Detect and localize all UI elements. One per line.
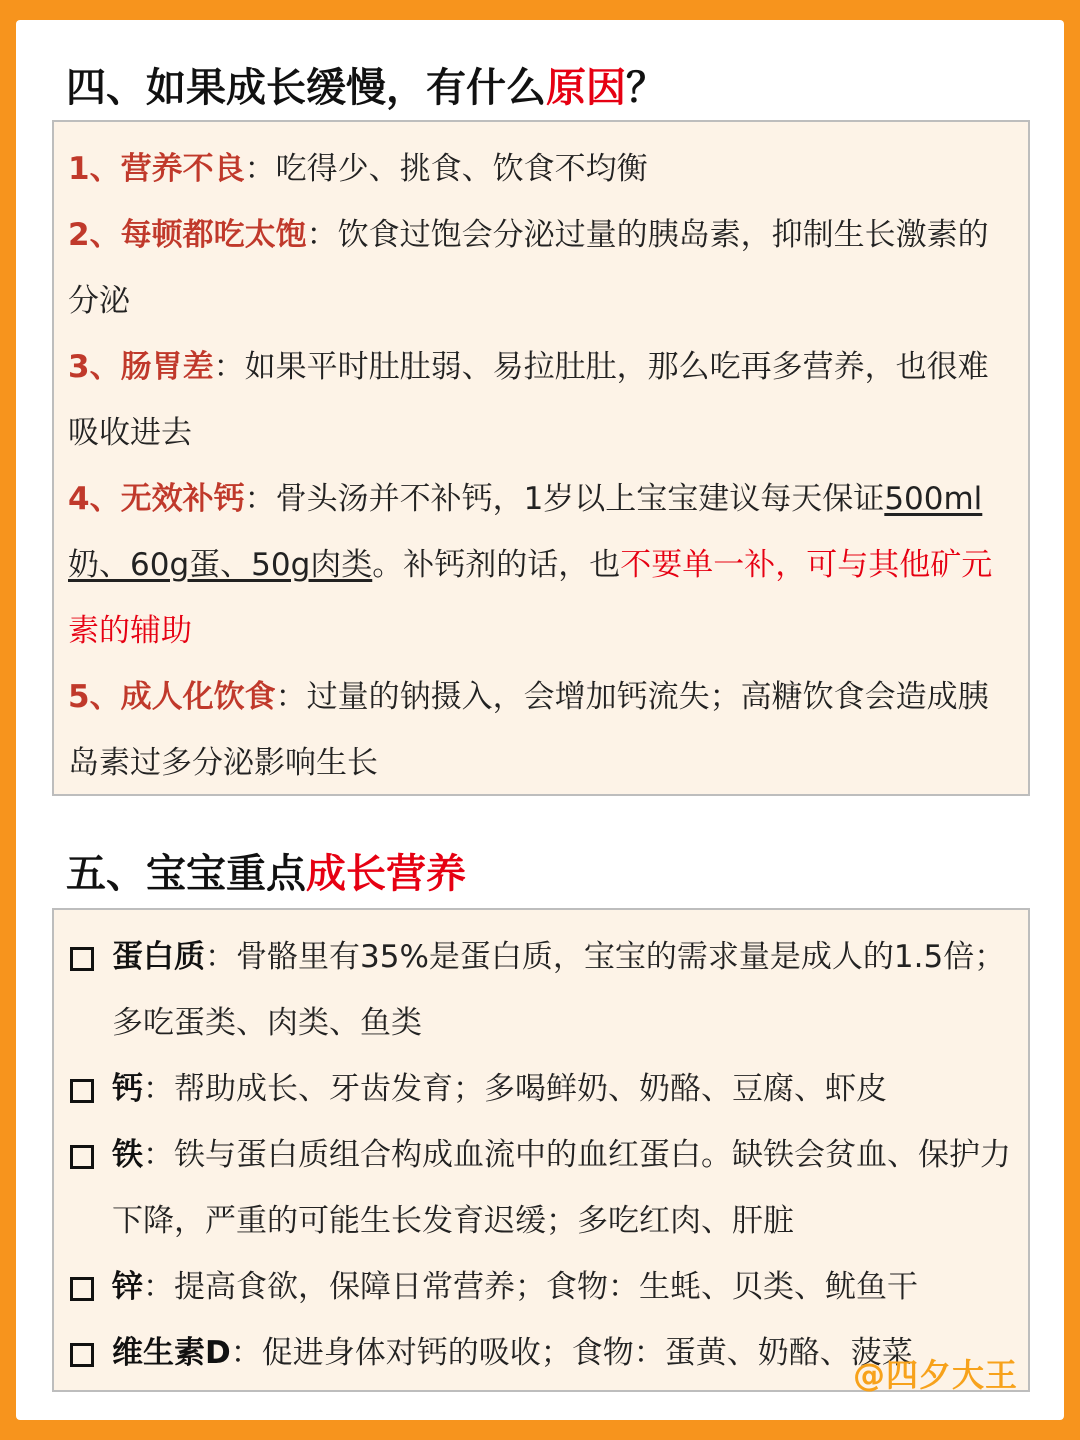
reason-keyword: 1、营养不良 [68,151,245,187]
checkbox-icon [70,1277,94,1301]
content-sheet [16,20,1064,1420]
reasons-box [52,120,1030,796]
reason-item-1: 1、营养不良：吃得少、挑食、饮食不均衡 [68,151,648,187]
section5-title-highlight: 成长营养 [306,851,466,897]
warning-text: 不要单一补，可与其他矿元素的辅助 [68,547,993,649]
checkbox-icon [70,1145,94,1169]
nutrition-item-protein: 蛋白质：骨骼里有35%是蛋白质，宝宝的需求量是成人的1.5倍；多吃蛋类、肉类、鱼类 [68,924,1014,1056]
section4-title: 四、如果成长缓慢，有什么原因？ [66,65,666,111]
reason-item-5: 5、成人化饮食：过量的钠摄入，会增加钙流失；高糖饮食会造成胰岛素过多分泌影响生长 [68,679,989,781]
nutrition-item-zinc: 锌：提高食欲，保障日常营养；食物：生蚝、贝类、鱿鱼干 [68,1254,1014,1320]
reason-item-4: 4、无效补钙：骨头汤并不补钙，1岁以上宝宝建议每天保证500ml奶、60g蛋、50g肉类。补钙剂的话，也不要单一补，可与其他矿元素的辅助 [68,481,993,649]
intake-recommendation: 500ml奶、60g蛋、50g肉类 [68,481,983,583]
checkbox-icon [70,947,94,971]
reason-item-3: 3、肠胃差：如果平时肚肚弱、易拉肚肚，那么吃再多营养，也很难吸收进去 [68,349,989,451]
section5-title: 五、宝宝重点成长营养 [66,851,466,897]
reason-item-2: 2、每顿都吃太饱：饮食过饱会分泌过量的胰岛素，抑制生长激素的分泌 [68,217,989,319]
reason-keyword: 3、肠胃差 [68,349,214,385]
nutrition-box [52,908,1030,1392]
reason-keyword: 2、每顿都吃太饱 [68,217,307,253]
nutrition-item-iron: 铁：铁与蛋白质组合构成血流中的血红蛋白。缺铁会贫血、保护力下降，严重的可能生长发育迟缓；多吃红肉、肝脏 [68,1122,1014,1254]
nutrition-item-vitamin-d: 维生素D：促进身体对钙的吸收；食物：蛋黄、奶酪、菠菜 [68,1320,1014,1386]
section4-title-highlight: 原因 [546,65,626,111]
reason-keyword: 4、无效补钙 [68,481,245,517]
checkbox-icon [70,1343,94,1367]
reason-keyword: 5、成人化饮食 [68,679,276,715]
checkbox-icon [70,1079,94,1103]
nutrition-item-calcium: 钙：帮助成长、牙齿发育；多喝鲜奶、奶酪、豆腐、虾皮 [68,1056,1014,1122]
author-watermark: @四夕大王 [852,1356,1018,1394]
